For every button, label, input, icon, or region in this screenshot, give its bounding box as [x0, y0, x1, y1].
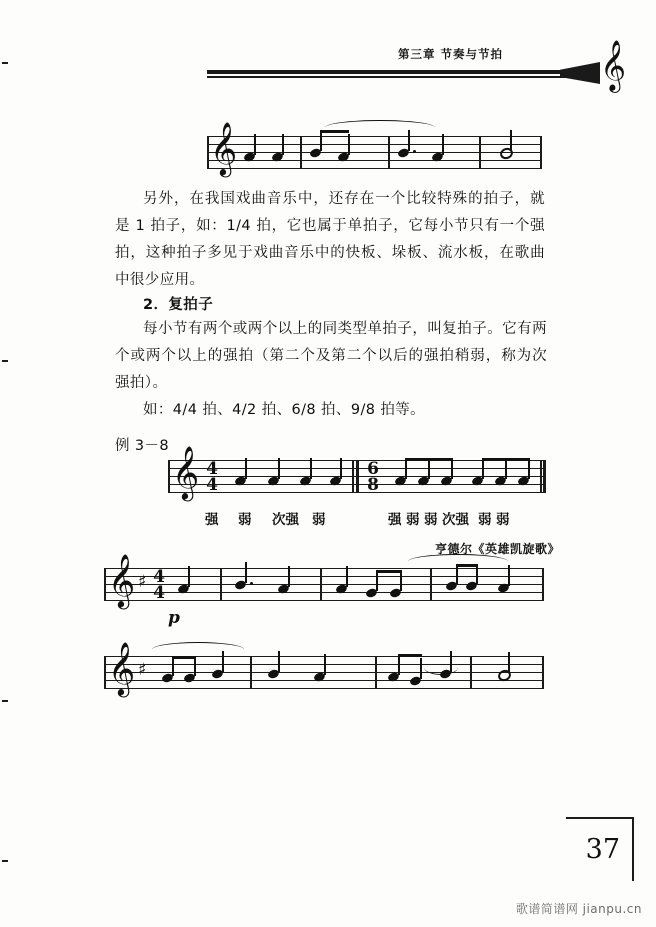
- edge-mark-low: [2, 700, 8, 702]
- beat-word-left-1: 弱: [238, 512, 252, 528]
- time-signature-denominator: 4: [153, 583, 165, 603]
- staff-lines: [0, 648, 656, 700]
- dynamic-marking-p: p: [168, 608, 180, 628]
- key-signature-sharp: ♯: [138, 572, 147, 592]
- page-number: 37: [585, 834, 620, 865]
- beat-word-right-5: 弱: [496, 512, 510, 528]
- header-rule-thin: [207, 76, 589, 78]
- time-signature-numerator-right: 6: [367, 459, 379, 479]
- header-rule-thick: [207, 70, 595, 74]
- time-signature-numerator-left: 4: [206, 459, 218, 479]
- staff-lines: [0, 560, 656, 612]
- beat-word-left-3: 弱: [312, 512, 326, 528]
- header-wedge-ornament: [560, 62, 600, 84]
- treble-clef-icon: 𝄞: [210, 121, 238, 175]
- beat-word-right-3: 次强: [442, 512, 469, 528]
- page-title: 第三章 节奏与节拍: [398, 47, 504, 61]
- treble-clef-icon: 𝄞: [600, 40, 627, 91]
- beat-word-right-1: 弱: [406, 512, 420, 528]
- edge-mark-mid: [2, 360, 8, 362]
- beat-word-left-0: 强: [205, 512, 219, 528]
- beat-word-right-4: 弱: [478, 512, 492, 528]
- time-signature-numerator: 4: [153, 567, 165, 587]
- treble-clef-icon: 𝄞: [172, 445, 200, 499]
- beat-word-right-0: 强: [388, 512, 402, 528]
- music-staff-song-1: [0, 553, 656, 612]
- music-staff-song-2: [0, 641, 656, 700]
- staff-lines: [0, 128, 656, 180]
- beat-word-right-2: 弱: [424, 512, 438, 528]
- treble-clef-icon: 𝄞: [108, 553, 136, 607]
- treble-clef-icon: 𝄞: [108, 641, 136, 695]
- example-label: 例 3－8: [115, 438, 170, 454]
- edge-mark-bottom: [2, 860, 8, 862]
- time-signature-denominator-left: 4: [206, 475, 218, 495]
- staff-lines: [0, 452, 656, 504]
- section-heading-2: 2．复拍子: [143, 297, 214, 313]
- music-attribution: 亨德尔《英雄凯旋歌》: [435, 542, 561, 556]
- site-watermark: 歌谱简谱网 jianpu.cn: [515, 902, 642, 916]
- time-signature-denominator-right: 8: [367, 475, 379, 495]
- paragraph-2: 每小节有两个或两个以上的同类型单拍子，叫复拍子。它有两个或两个以上的强拍（第二个及第二个以后的强拍稍弱，称为次强拍）。: [115, 321, 547, 391]
- paragraph-3: 如：4/4 拍、4/2 拍、6/8 拍、9/8 拍等。: [143, 402, 426, 418]
- beat-word-left-2: 次强: [272, 512, 299, 528]
- edge-mark-top: [2, 62, 8, 64]
- key-signature-sharp: ♯: [138, 660, 147, 680]
- paragraph-1: 另外，在我国戏曲音乐中，还存在一个比较特殊的拍子，就是 1 拍子，如：1/4 拍，它也属于单拍子，它每小节只有一个强拍，这种拍子多见于戏曲音乐中的快板、垛板、流水板，在歌曲中很少应用。: [115, 191, 545, 288]
- music-staff-top: [0, 121, 656, 180]
